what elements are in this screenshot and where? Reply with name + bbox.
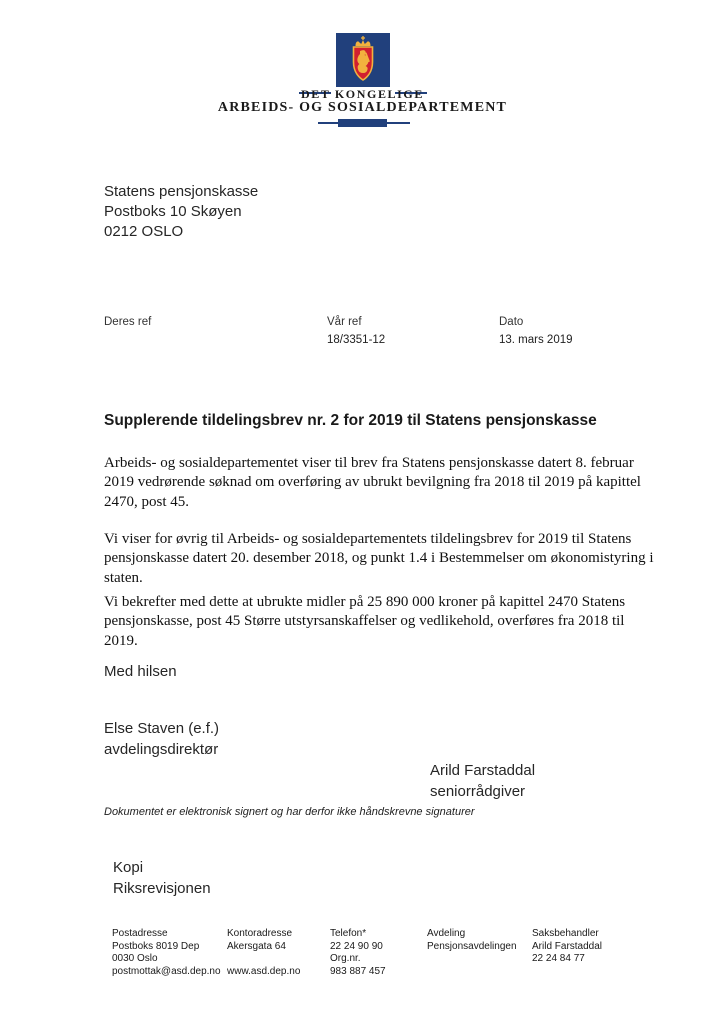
deres-ref-label: Deres ref	[104, 316, 152, 328]
closing-salutation: Med hilsen	[104, 663, 177, 680]
var-ref-label: Vår ref	[327, 316, 362, 328]
footer-line: 983 887 457	[330, 965, 386, 977]
footer-label: Postadresse	[112, 928, 168, 939]
footer-col-saksbehandler	[532, 928, 642, 978]
footer-label: Avdeling	[427, 928, 466, 939]
var-ref-column	[327, 316, 385, 346]
footer-line: 22 24 90 90	[330, 940, 383, 952]
footer-line: postmottak@asd.dep.no	[112, 965, 221, 977]
footer-line: Arild Farstaddal	[532, 940, 603, 952]
footer-label: Kontoradresse	[227, 928, 293, 939]
coat-of-arms-icon	[343, 35, 383, 83]
letterhead-line2: ARBEIDS- OG SOSIALDEPARTEMENT	[217, 100, 508, 115]
signer2-name: Arild Farstaddal	[430, 762, 536, 779]
letter-title: Supplerende tildelingsbrev nr. 2 for 2019 til Statens pensjonskasse	[104, 412, 597, 429]
footer-label: Telefon*	[330, 928, 367, 939]
recipient-name: Statens pensjonskasse	[104, 183, 259, 200]
footer-col-avdeling	[427, 928, 532, 978]
var-ref-value: 18/3351-12	[327, 334, 386, 346]
dato-column	[499, 316, 573, 346]
electronic-signature-note: Dokumentet er elektronisk signert og har derfor ikke håndskrevne signaturer	[104, 806, 475, 818]
signer2-title: seniorrådgiver	[430, 783, 526, 800]
footer-line: 0030 Oslo	[112, 953, 158, 964]
letter-paragraph-2: Vi viser for øvrig til Arbeids- og sosialdepartementets tildelingsbrev for 2019 til Statens pensjonskasse datert 20. desember 2018, og punkt 1.4 i Bestemmelser om økonomistyring i staten.	[104, 531, 654, 586]
footer-line	[427, 953, 532, 966]
footer-line: Postboks 8019 Dep	[112, 940, 200, 952]
copy-block	[113, 857, 211, 899]
footer-col-postadresse	[112, 928, 227, 978]
letterhead-ribbon-bar	[338, 119, 387, 127]
footer-line: 22 24 84 77	[532, 953, 585, 964]
signer1-block	[104, 718, 219, 760]
footer-line	[427, 966, 532, 979]
deres-ref-column	[104, 316, 151, 334]
signer1-name: Else Staven (e.f.)	[104, 720, 220, 737]
footer-line	[532, 966, 642, 979]
signer2-block	[430, 760, 535, 802]
recipient-street: Postboks 10 Skøyen	[104, 203, 242, 220]
recipient-address	[104, 182, 258, 242]
footer-col-kontoradresse	[227, 928, 330, 978]
dato-value: 13. mars 2019	[499, 334, 573, 346]
footer-col-telefon	[330, 928, 427, 978]
footer-line: Pensjonsavdelingen	[427, 940, 517, 952]
footer-line: Akersgata 64	[227, 940, 286, 952]
letter-paragraph-1: Arbeids- og sosialdepartementet viser til brev fra Statens pensjonskasse datert 8. februar 2019 vedrørende søknad om overføring av ubrukt bevilgning fra 2018 til 2019 på kapittel 2470, post 45.	[104, 455, 641, 510]
footer-line	[227, 953, 330, 966]
footer-label: Saksbehandler	[532, 928, 599, 939]
letterhead-line1: DET KONGELIGE	[301, 87, 424, 101]
footer-line: www.asd.dep.no	[227, 965, 301, 977]
dato-label: Dato	[499, 316, 524, 328]
copy-recipient: Riksrevisjonen	[113, 880, 211, 897]
signer1-title: avdelingsdirektør	[104, 741, 219, 758]
recipient-city: 0212 OSLO	[104, 223, 184, 240]
letter-paragraph-3: Vi bekrefter med dette at ubrukte midler på 25 890 000 kroner på kapittel 2470 Statens pensjonskasse, post 45 Større utstyrsanskaffelser og vedlikehold, overføres fra 2018 til 2019.	[104, 594, 626, 649]
copy-label: Kopi	[113, 859, 144, 876]
coat-of-arms-banner	[336, 33, 390, 87]
footer	[112, 928, 657, 978]
footer-line: Org.nr.	[330, 953, 361, 964]
